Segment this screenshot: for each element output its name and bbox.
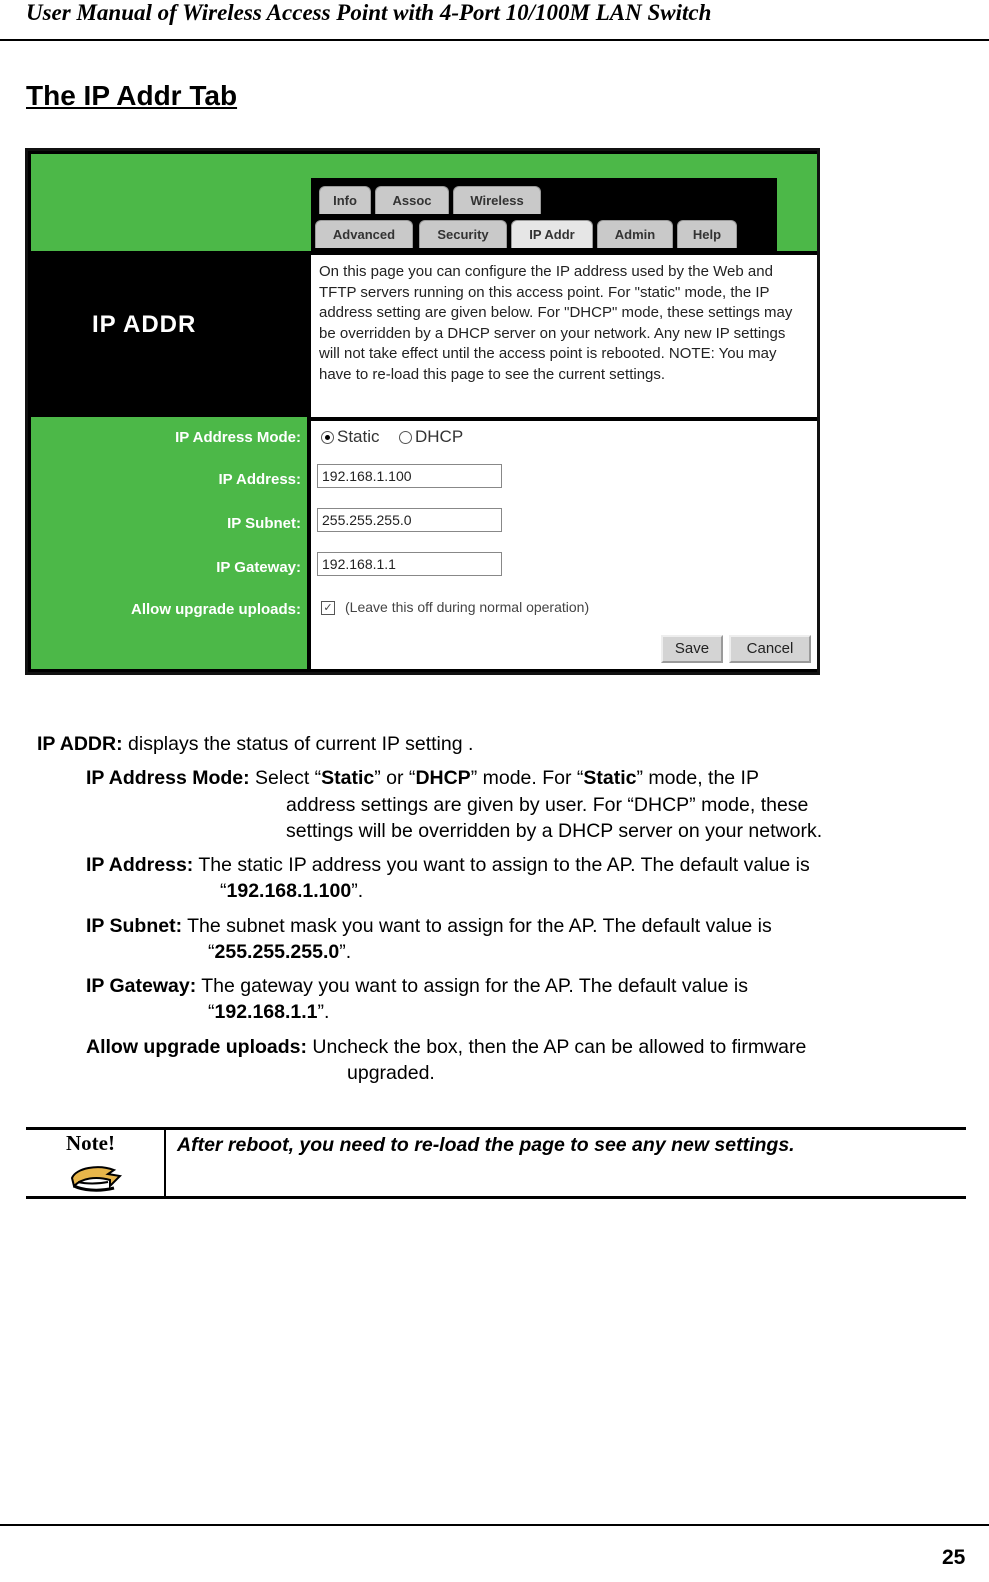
mode-text: ” mode. For “ — [470, 767, 584, 789]
page-number: 25 — [942, 1546, 966, 1569]
form-field-column — [311, 421, 817, 669]
save-button[interactable]: Save — [661, 635, 723, 663]
upgrade-desc: Uncheck the box, then the AP can be allowed to firmware — [307, 1036, 807, 1058]
tab-info[interactable]: Info — [319, 186, 371, 214]
label-ip-address-mode: IP Address Mode: — [175, 429, 301, 446]
mode-text: Select “ — [249, 767, 322, 789]
tab-admin[interactable]: Admin — [597, 220, 673, 248]
address-desc: The static IP address you want to assign to the AP. The default value is — [193, 854, 810, 876]
note-top-rule — [26, 1127, 966, 1130]
gateway-default-value: 192.168.1.1 — [214, 1001, 318, 1023]
panel-title: IP ADDR — [92, 311, 197, 338]
upgrade-row — [321, 599, 589, 615]
ip-gateway-input[interactable]: 192.168.1.1 — [317, 552, 502, 576]
mode-static-term: Static — [583, 767, 637, 789]
gateway-paragraph — [86, 973, 748, 1000]
subnet-desc: The subnet mask you want to assign for the AP. The default value is — [182, 915, 772, 937]
subnet-default — [208, 939, 351, 966]
note-text: After reboot, you need to re-load the page to see any new settings. — [177, 1134, 795, 1156]
quote: “ — [208, 941, 215, 963]
label-ip-address: IP Address: — [218, 471, 301, 488]
allow-upgrade-checkbox[interactable]: ✓ — [321, 601, 335, 615]
cancel-button[interactable]: Cancel — [729, 635, 811, 663]
mode-dhcp-term: DHCP — [415, 767, 471, 789]
radio-static-label: Static — [337, 427, 380, 446]
label-allow-upgrade: Allow upgrade uploads: — [130, 601, 301, 618]
tab-advanced[interactable]: Advanced — [315, 220, 413, 248]
ip-subnet-input[interactable]: 255.255.255.0 — [317, 508, 502, 532]
upgrade-paragraph-line2: upgraded. — [347, 1062, 435, 1084]
section-title: The IP Addr Tab — [26, 80, 238, 111]
label-ip-subnet: IP Subnet: — [227, 515, 301, 532]
form-label-column — [31, 417, 307, 669]
gateway-term: IP Gateway: — [86, 975, 197, 997]
mode-radio-group — [321, 427, 463, 447]
ip-addr-term: IP ADDR: — [37, 733, 123, 755]
page-description: On this page you can configure the IP address used by the Web and TFTP servers running on this access point. For "static" mode, the IP address setting are given below. For "DHCP" mode, these settings may be overridden by a DHCP server on your network. Any new IP settings will not take effect until the access point is rebooted. NOTE: You may have to re-load this page to see the current settings. — [311, 255, 817, 417]
ip-address-input[interactable]: 192.168.1.100 — [317, 464, 502, 488]
note-bottom-rule — [26, 1196, 966, 1199]
quote: ”. — [317, 1001, 330, 1023]
radio-dhcp[interactable] — [399, 431, 412, 444]
ip-addr-paragraph — [37, 731, 473, 758]
footer-rule — [0, 1524, 989, 1526]
tab-security[interactable]: Security — [419, 220, 507, 248]
mode-paragraph-line3: settings will be overridden by a DHCP server on your network. — [286, 820, 823, 842]
address-term: IP Address: — [86, 854, 194, 876]
quote: ”. — [351, 880, 364, 902]
note-divider — [164, 1130, 166, 1196]
header-rule — [0, 39, 989, 41]
mode-text: ” mode, the IP — [636, 767, 759, 789]
gateway-default — [208, 999, 329, 1026]
tab-assoc[interactable]: Assoc — [375, 186, 449, 214]
tab-ip-addr[interactable]: IP Addr — [511, 220, 593, 248]
address-default — [220, 878, 363, 905]
upgrade-term: Allow upgrade uploads: — [86, 1036, 308, 1058]
mode-term: IP Address Mode: — [86, 767, 250, 789]
tab-help[interactable]: Help — [677, 220, 737, 248]
mode-text: ” or “ — [374, 767, 416, 789]
running-header: User Manual of Wireless Access Point with 4-Port 10/100M LAN Switch — [26, 0, 712, 25]
mode-paragraph-line1 — [86, 765, 759, 792]
radio-static[interactable] — [321, 431, 334, 444]
note-hand-icon — [68, 1160, 122, 1196]
mode-static-term: Static — [321, 767, 375, 789]
quote: ”. — [339, 941, 352, 963]
tab-wireless[interactable]: Wireless — [453, 186, 541, 214]
gateway-desc: The gateway you want to assign for the AP. The default value is — [196, 975, 748, 997]
quote: “ — [208, 1001, 215, 1023]
upgrade-hint: (Leave this off during normal operation) — [345, 599, 590, 615]
tab-bar — [311, 178, 777, 251]
subnet-default-value: 255.255.255.0 — [214, 941, 340, 963]
mode-paragraph-line2: address settings are given by user. For “DHCP” mode, these — [286, 794, 809, 816]
address-default-value: 192.168.1.100 — [226, 880, 352, 902]
upgrade-paragraph — [86, 1034, 806, 1061]
subnet-term: IP Subnet: — [86, 915, 183, 937]
subnet-paragraph — [86, 913, 772, 940]
address-paragraph — [86, 852, 810, 879]
ip-addr-desc: displays the status of current IP setting . — [122, 733, 474, 755]
quote: “ — [220, 880, 227, 902]
screenshot-banner-left — [31, 154, 311, 251]
note-label: Note! — [66, 1131, 115, 1155]
label-ip-gateway: IP Gateway: — [216, 559, 301, 576]
radio-dhcp-label: DHCP — [415, 427, 464, 446]
ip-addr-screenshot — [25, 148, 820, 675]
